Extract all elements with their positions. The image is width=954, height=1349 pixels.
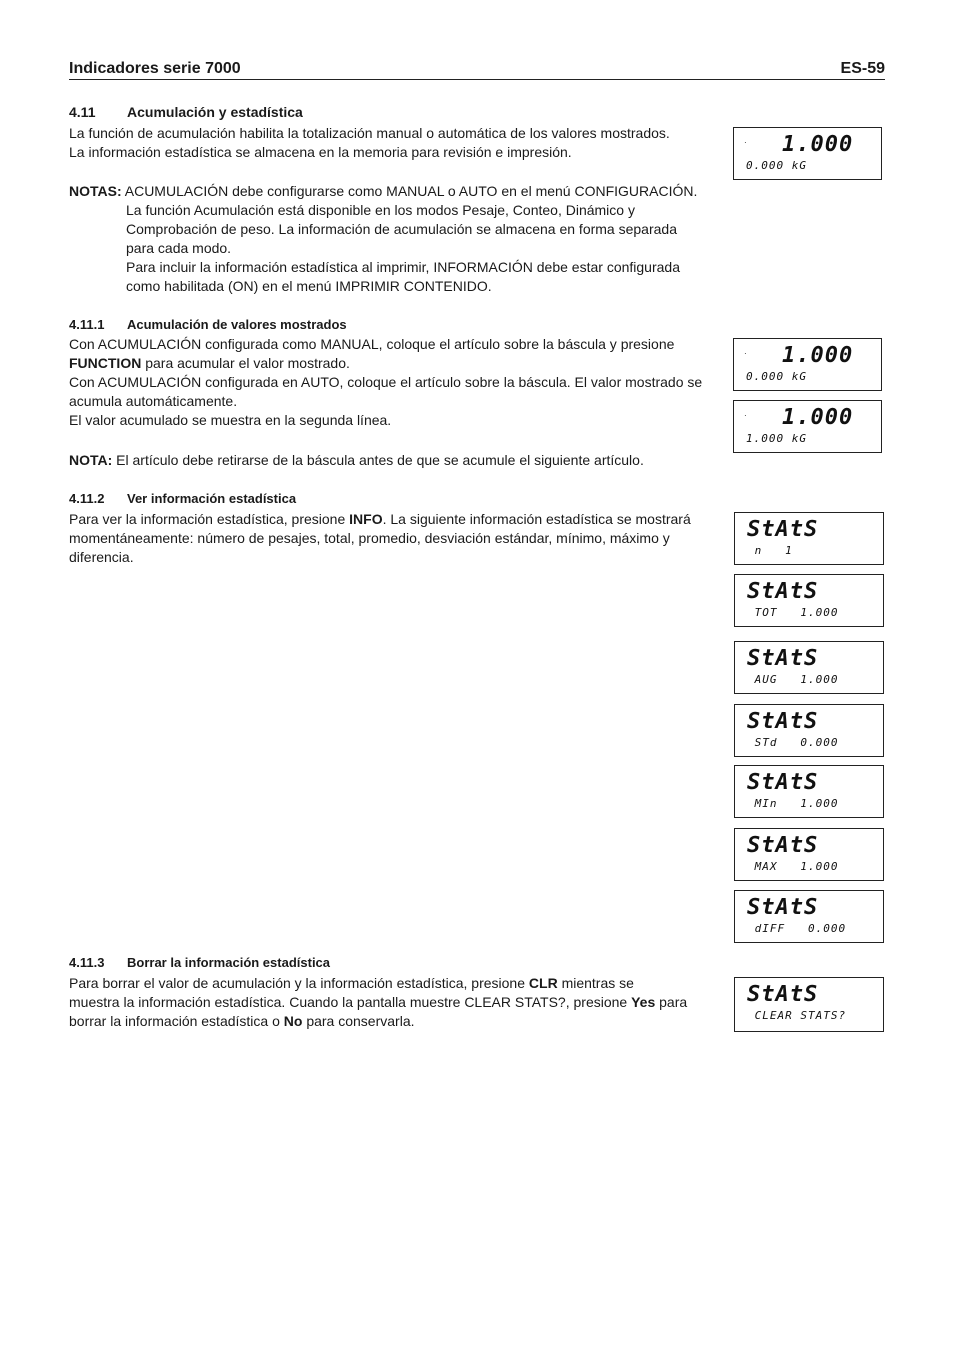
lcd-line-2: AUG 1.000: [747, 673, 839, 686]
text-line: acumula automáticamente.: [69, 393, 238, 409]
lcd-line-2: 1.000 kG: [746, 432, 807, 445]
text-line: La información estadística se almacena en la memoria para revisión e impresión.: [69, 144, 572, 160]
paragraph-clear: [69, 974, 709, 1031]
note-label: NOTA:: [69, 452, 113, 468]
section-title: Acumulación y estadística: [127, 104, 303, 120]
key-info: INFO: [349, 511, 383, 527]
section-number: 4.11.1: [69, 317, 105, 332]
lcd-display-stats-max: [734, 828, 884, 881]
text-line: Comprobación de peso. La información de acumulación se almacena en forma separada: [126, 221, 677, 237]
text-line: para: [655, 994, 688, 1010]
lcd-line-1: StAtS: [747, 833, 819, 858]
section-number: 4.11.2: [69, 491, 105, 506]
lcd-line-2: MAX 1.000: [747, 860, 839, 873]
text-line: como habilitada (ON) en el menú IMPRIMIR CONTENIDO.: [126, 278, 492, 294]
text-line: para cada modo.: [126, 240, 232, 256]
section-heading-4-11-1: [69, 317, 347, 332]
lcd-line-1: 1.000: [782, 405, 854, 430]
text-line: Para ver la información estadística, presione: [69, 511, 350, 527]
lcd-display-accum-before: [733, 338, 882, 391]
notes-block: [69, 182, 709, 296]
text-line: Para incluir la información estadística al imprimir, INFORMACIÓN debe estar configurada: [126, 259, 680, 275]
section-heading-4-11-3: [69, 955, 330, 970]
lcd-display-stats-diff: [734, 890, 884, 943]
lcd-line-1: 1.000: [782, 132, 854, 157]
lcd-display-clear-stats: [734, 977, 884, 1032]
text-line: momentáneamente: número de pesajes, total, promedio, desviación estándar, mínimo, máximo y: [69, 530, 670, 546]
lcd-line-1: StAtS: [747, 770, 819, 795]
lcd-display-stats-total: [734, 574, 884, 627]
document-title: Indicadores serie 7000: [69, 60, 241, 77]
text-line: El artículo debe retirarse de la báscula antes de que se acumule el siguiente artículo.: [112, 452, 644, 468]
note-line: [69, 451, 709, 470]
text-line: Para borrar el valor de acumulación y la información estadística, presione: [69, 975, 529, 991]
text-line: ACUMULACIÓN debe configurarse como MANUAL o AUTO en el menú CONFIGURACIÓN.: [124, 183, 698, 199]
lcd-line-1: StAtS: [747, 646, 819, 671]
section-title: Acumulación de valores mostrados: [127, 317, 347, 332]
lcd-line-2: 0.000 kG: [746, 159, 807, 172]
text-line: borrar la información estadística o: [69, 1013, 284, 1029]
lcd-line-2: n 1: [747, 544, 793, 557]
section-number: 4.11.3: [69, 955, 105, 970]
lcd-line-1: StAtS: [747, 579, 819, 604]
lcd-display-stats-min: [734, 765, 884, 818]
notes-label: NOTAS:: [69, 183, 122, 199]
paragraph-stats: [69, 510, 709, 567]
lcd-line-2: dIFF 0.000: [747, 922, 847, 935]
lcd-line-1: StAtS: [747, 709, 819, 734]
lcd-display-accum-after: [733, 400, 882, 453]
lcd-line-2: MIn 1.000: [747, 797, 839, 810]
key-function: FUNCTION: [69, 355, 142, 371]
text-line: mientras se: [557, 975, 634, 991]
key-clr: CLR: [528, 975, 558, 991]
text-line: para conservarla.: [302, 1013, 415, 1029]
lcd-indicator-dot: ·: [744, 349, 747, 358]
section-heading-4-11: [69, 104, 303, 120]
lcd-indicator-dot: ·: [744, 138, 747, 147]
section-number: 4.11: [69, 104, 96, 120]
text-line: . La siguiente información estadística se mostrará: [382, 511, 691, 527]
section-title: Borrar la información estadística: [127, 955, 331, 970]
lcd-display-accum-initial: [733, 127, 882, 180]
paragraph-intro: [69, 124, 709, 162]
text-line: para acumular el valor mostrado.: [141, 355, 350, 371]
text-line: La función Acumulación está disponible en los modos Pesaje, Conteo, Dinámico y: [126, 202, 635, 218]
lcd-line-1: StAtS: [747, 517, 819, 542]
key-yes: Yes: [631, 994, 656, 1010]
text-line: El valor acumulado se muestra en la segunda línea.: [69, 412, 392, 428]
paragraph-accumulate: [69, 335, 709, 430]
lcd-line-2: TOT 1.000: [747, 606, 839, 619]
text-line: diferencia.: [69, 549, 134, 565]
section-title: Ver información estadística: [127, 491, 297, 506]
text-line: Con ACUMULACIÓN configurada en AUTO, coloque el artículo sobre la báscula. El valor mostrado se: [69, 374, 703, 390]
lcd-indicator-dot: ·: [744, 411, 747, 420]
section-heading-4-11-2: [69, 491, 296, 506]
lcd-line-2: STd 0.000: [747, 736, 839, 749]
lcd-line-1: StAtS: [747, 982, 819, 1007]
lcd-line-2: 0.000 kG: [746, 370, 807, 383]
key-no: No: [283, 1013, 303, 1029]
lcd-line-1: 1.000: [782, 343, 854, 368]
header-rule: [69, 79, 885, 80]
lcd-display-stats-n: [734, 512, 884, 565]
lcd-line-2: CLEAR STATS?: [747, 1009, 847, 1022]
lcd-line-1: StAtS: [747, 895, 819, 920]
text-line: muestra la información estadística. Cuando la pantalla muestre CLEAR STATS?, presione: [69, 994, 632, 1010]
text-line: La función de acumulación habilita la totalización manual o automática de los valores mostrados.: [69, 125, 670, 141]
lcd-display-stats-avg: [734, 641, 884, 694]
lcd-display-stats-std: [734, 704, 884, 757]
text-line: Con ACUMULACIÓN configurada como MANUAL, coloque el artículo sobre la báscula y presione: [69, 336, 675, 352]
page-number: ES-59: [840, 60, 885, 77]
